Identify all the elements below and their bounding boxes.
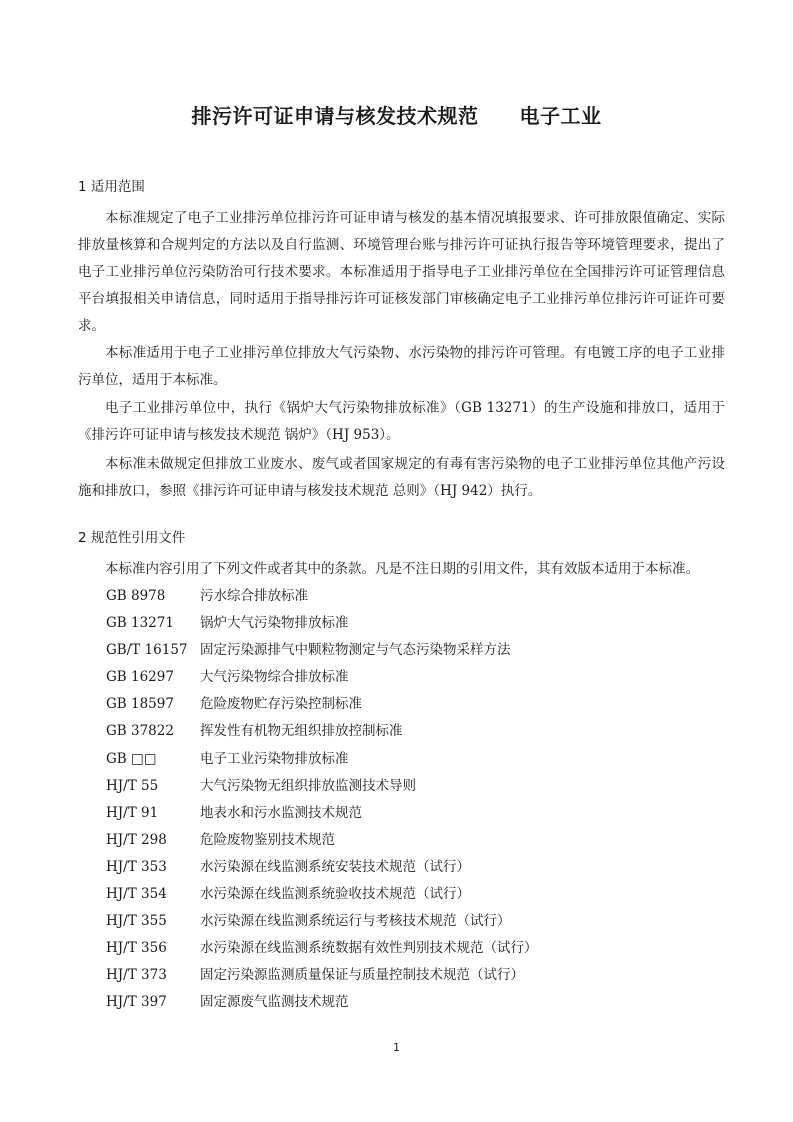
reference-name: 地表水和污水监测技术规范 bbox=[200, 804, 362, 821]
reference-item bbox=[106, 935, 538, 962]
reference-item bbox=[106, 637, 538, 664]
reference-item bbox=[106, 691, 538, 718]
reference-name: 水污染源在线监测系统数据有效性判别技术规范（试行） bbox=[200, 940, 538, 957]
reference-item bbox=[106, 664, 538, 691]
reference-item bbox=[106, 610, 538, 637]
reference-item bbox=[106, 773, 538, 800]
reference-item bbox=[106, 881, 538, 908]
reference-code: GB 8978 bbox=[106, 588, 166, 604]
reference-code: GB 13271 bbox=[106, 615, 174, 632]
reference-name: 水污染源在线监测系统安装技术规范（试行） bbox=[200, 858, 470, 875]
reference-name: 大气污染物无组织排放监测技术导则 bbox=[200, 777, 416, 794]
reference-code: HJ/T 55 bbox=[106, 777, 159, 794]
reference-name: 水污染源在线监测系统验收技术规范（试行） bbox=[200, 886, 470, 903]
reference-code: HJ/T 354 bbox=[106, 886, 167, 903]
document-title: 排污许可证申请与核发技术规范 电子工业 bbox=[191, 104, 602, 128]
reference-item bbox=[106, 800, 538, 827]
section-1-heading: 1 适用范围 bbox=[78, 179, 145, 195]
reference-name: 固定污染源排气中颗粒物测定与气态污染物采样方法 bbox=[200, 642, 511, 659]
reference-name: 挥发性有机物无组织排放控制标准 bbox=[200, 723, 403, 740]
reference-item bbox=[106, 908, 538, 935]
section-1-paragraph-3: 电子工业排污单位中，执行《锅炉大气污染物排放标准》（GB 13271）的生产设施和排放口，适用于《排污许可证申请与核发技术规范 锅炉》（HJ 953）。 bbox=[78, 400, 725, 443]
section-1-paragraph-4: 本标准未做规定但排放工业废水、废气或者国家规定的有毒有害污染物的电子工业排污单位其他产污设施和排放口，参照《排污许可证申请与核发技术规范 总则》（HJ 942）执行。 bbox=[78, 456, 725, 499]
reference-code: GB/T 16157 bbox=[106, 642, 188, 659]
reference-code: GB 18597 bbox=[106, 696, 174, 713]
reference-item bbox=[106, 746, 538, 773]
reference-code: HJ/T 353 bbox=[106, 858, 167, 875]
reference-name: 大气污染物综合排放标准 bbox=[200, 669, 349, 686]
reference-code: GB □□ bbox=[106, 750, 157, 767]
reference-name: 危险废物贮存污染控制标准 bbox=[200, 696, 362, 713]
reference-name: 锅炉大气污染物排放标准 bbox=[200, 615, 349, 632]
reference-item bbox=[106, 989, 538, 1016]
reference-code: HJ/T 355 bbox=[106, 913, 167, 930]
reference-code: GB 37822 bbox=[106, 723, 174, 740]
section-1-paragraph-2: 本标准适用于电子工业排污单位排放大气污染物、水污染物的排污许可管理。有电镀工序的电子工业排污单位，适用于本标准。 bbox=[78, 345, 725, 388]
reference-code: HJ/T 91 bbox=[106, 804, 159, 821]
reference-code: HJ/T 397 bbox=[106, 994, 167, 1011]
page-number: 1 bbox=[393, 1041, 400, 1054]
reference-item bbox=[106, 718, 538, 745]
reference-item bbox=[106, 962, 538, 989]
reference-code: GB 16297 bbox=[106, 669, 174, 686]
reference-name: 固定污染源监测质量保证与质量控制技术规范（试行） bbox=[200, 967, 524, 984]
reference-name: 固定源废气监测技术规范 bbox=[200, 994, 349, 1011]
section-1-paragraph-1: 本标准规定了电子工业排污单位排污许可证申请与核发的基本情况填报要求、许可排放限值确定、实际排放量核算和合规判定的方法以及自行监测、环境管理台账与排污许可证执行报告等环境管理要求，提出了电子工业排污单位污染防治可行技术要求。本标准适用于指导电子工业排污单位在全国排污许可证管理信息平台填报相关申请信息，同时适用于指导排污许可证核发部门审核确定电子工业排污单位排污许可证许可要求。 bbox=[78, 210, 725, 334]
reference-code: HJ/T 373 bbox=[106, 967, 167, 984]
reference-code: HJ/T 298 bbox=[106, 831, 167, 848]
reference-name: 污水综合排放标准 bbox=[200, 588, 308, 604]
reference-item bbox=[106, 583, 538, 610]
section-2-heading: 2 规范性引用文件 bbox=[78, 530, 186, 546]
reference-name: 电子工业污染物排放标准 bbox=[200, 750, 349, 767]
reference-name: 危险废物鉴别技术规范 bbox=[200, 831, 335, 848]
reference-code: HJ/T 356 bbox=[106, 940, 167, 957]
reference-item bbox=[106, 854, 538, 881]
reference-item bbox=[106, 827, 538, 854]
reference-list bbox=[106, 583, 538, 1017]
section-2-intro: 本标准内容引用了下列文件或者其中的条款。凡是不注日期的引用文件，其有效版本适用于本标准。 bbox=[105, 561, 699, 577]
reference-name: 水污染源在线监测系统运行与考核技术规范（试行） bbox=[200, 913, 511, 930]
